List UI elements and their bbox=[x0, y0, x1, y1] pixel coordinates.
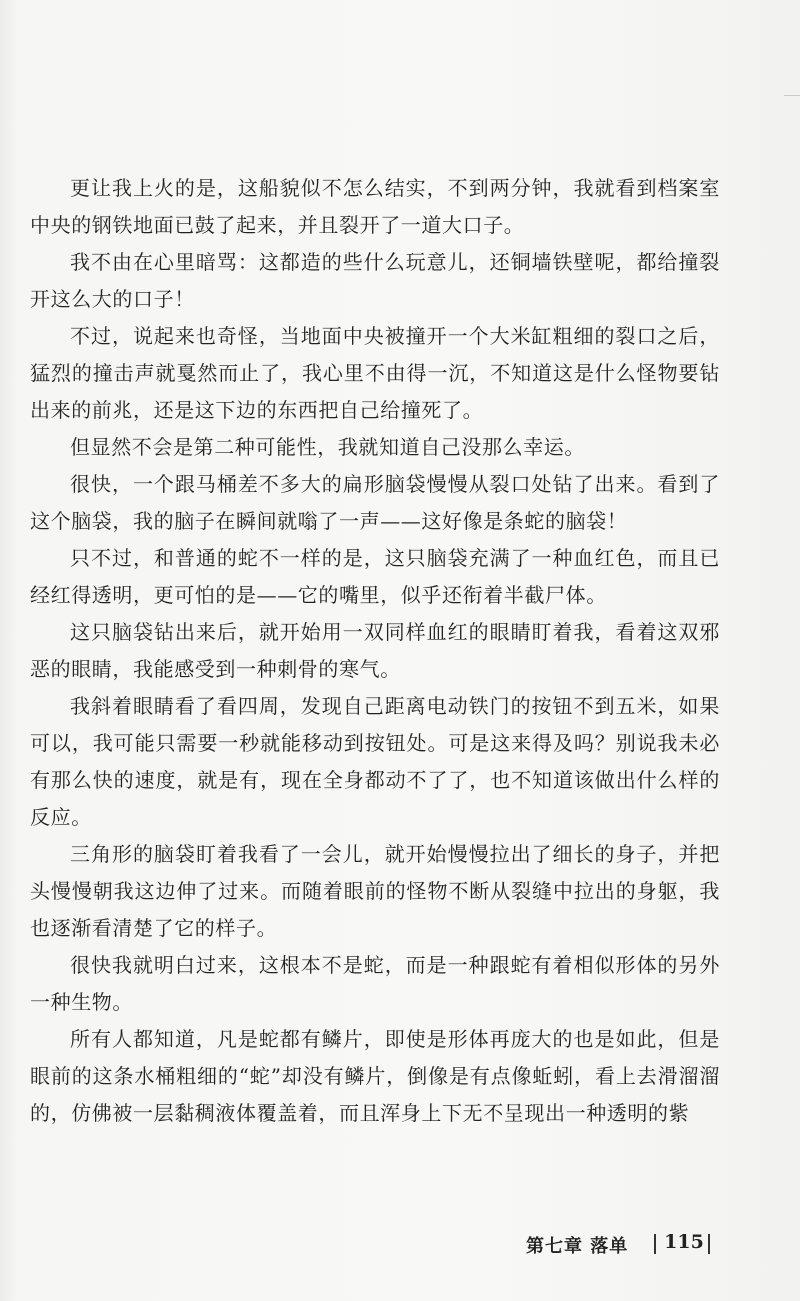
paragraph: 不过，说起来也奇怪，当地面中央被撞开一个大米缸粗细的裂口之后，猛烈的撞击声就戛然而止了，我心里不由得一沉，不知道这是什么怪物要钻出来的前兆，还是这下边的东西把自己给撞死了。 bbox=[30, 324, 720, 422]
page-number-divider bbox=[654, 1234, 656, 1254]
paragraph: 只不过，和普通的蛇不一样的是，这只脑袋充满了一种血红色，而且已经红得透明，更可怕的是——它的嘴里，似乎还衔着半截尸体。 bbox=[30, 546, 720, 607]
paragraph: 我斜着眼睛看了看四周，发现自己距离电动铁门的按钮不到五米，如果可以，我可能只需要一秒就能移动到按钮处。可是这来得及吗？别说我未必有那么快的速度，就是有，现在全身都动不了了，也不知道该做出什么样的反应。 bbox=[30, 694, 720, 829]
chapter-title: 第七章 落单 bbox=[526, 1236, 629, 1257]
paragraph: 很快，一个跟马桶差不多大的扁形脑袋慢慢从裂口处钻了出来。看到了这个脑袋，我的脑子在瞬间就嗡了一声——这好像是条蛇的脑袋！ bbox=[30, 472, 720, 533]
page-number-divider bbox=[708, 1234, 710, 1254]
page-footer bbox=[0, 1232, 800, 1262]
paragraph: 这只脑袋钻出来后，就开始用一双同样血红的眼睛盯着我，看着这双邪恶的眼睛，我能感受到一种刺骨的寒气。 bbox=[30, 620, 720, 681]
page-number: 115 bbox=[664, 1231, 704, 1253]
paragraph: 很快我就明白过来，这根本不是蛇，而是一种跟蛇有着相似形体的另外一种生物。 bbox=[30, 953, 720, 1014]
page-edge-mark bbox=[784, 95, 800, 96]
paragraph: 更让我上火的是，这船貌似不怎么结实，不到两分钟，我就看到档案室中央的钢铁地面已鼓了起来，并且裂开了一道大口子。 bbox=[30, 176, 720, 237]
paragraph: 所有人都知道，凡是蛇都有鳞片，即使是形体再庞大的也是如此，但是眼前的这条水桶粗细的“蛇”却没有鳞片，倒像是有点像蚯蚓，看上去滑溜溜的，仿佛被一层黏稠液体覆盖着，而且浑身上下无不呈现出一种透明的紫 bbox=[30, 1027, 720, 1125]
paragraph: 但显然不会是第二种可能性，我就知道自己没那么幸运。 bbox=[70, 435, 585, 459]
body-text bbox=[30, 170, 720, 1132]
paragraph: 三角形的脑袋盯着我看了一会儿，就开始慢慢拉出了细长的身子，并把头慢慢朝我这边伸了过来。而随着眼前的怪物不断从裂缝中拉出的身躯，我也逐渐看清楚了它的样子。 bbox=[30, 842, 720, 940]
paragraph: 我不由在心里暗骂：这都造的些什么玩意儿，还铜墙铁壁呢，都给撞裂开这么大的口子！ bbox=[30, 250, 720, 311]
